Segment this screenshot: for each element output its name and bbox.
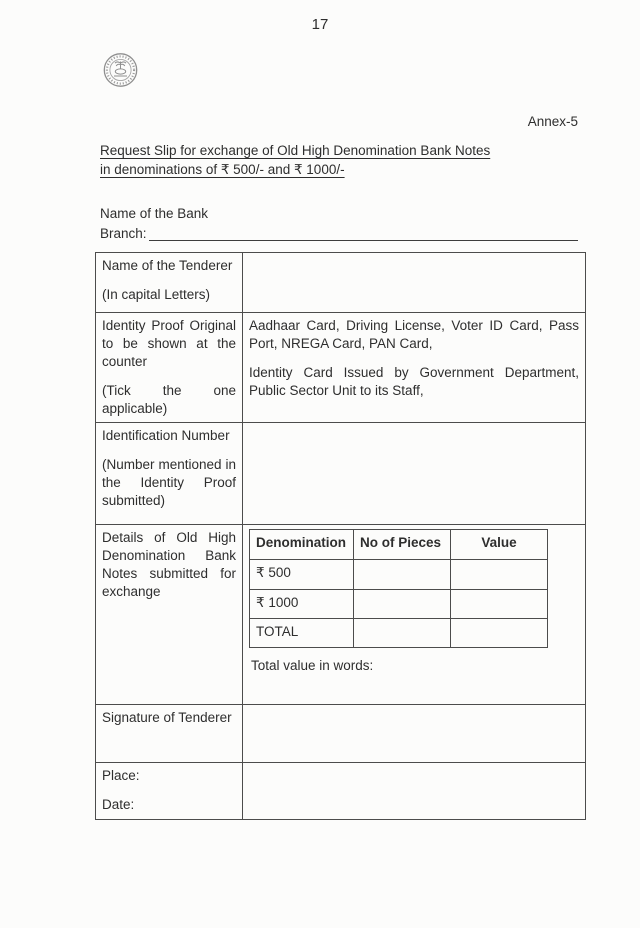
denomination-total-value-cell bbox=[451, 619, 548, 648]
identity-proof-options-2: Identity Card Issued by Government Department, Public Sector Unit to its Staff, bbox=[249, 365, 579, 398]
bank-name-label: Name of the Bank bbox=[100, 206, 209, 221]
denomination-row-total bbox=[250, 619, 548, 648]
denomination-row-500 bbox=[250, 560, 548, 590]
denomination-row-1000 bbox=[250, 590, 548, 619]
identity-proof-value-cell bbox=[243, 313, 586, 423]
identification-label-cell bbox=[96, 423, 243, 525]
tenderer-sublabel: (In capital Letters) bbox=[102, 287, 211, 302]
place-date-value-cell bbox=[243, 763, 586, 820]
identity-proof-sublabel: (Tick the one applicable) bbox=[102, 383, 236, 416]
tenderer-row bbox=[96, 253, 586, 313]
denomination-1000-value-cell bbox=[451, 590, 548, 619]
pieces-header: No of Pieces bbox=[354, 530, 451, 560]
branch-label: Branch: bbox=[100, 226, 147, 241]
identification-label: Identification Number bbox=[102, 428, 230, 443]
denomination-500-value-cell bbox=[451, 560, 548, 590]
page-number: 17 bbox=[311, 16, 329, 33]
request-form-table bbox=[95, 252, 586, 820]
denomination-500-label: ₹ 500 bbox=[250, 560, 354, 590]
branch-fill-line bbox=[149, 225, 578, 241]
details-value-cell bbox=[243, 525, 586, 705]
identification-sublabel: (Number mentioned in the Identity Proof submitted) bbox=[102, 457, 236, 508]
denomination-1000-label: ₹ 1000 bbox=[250, 590, 354, 619]
identification-value-cell bbox=[243, 423, 586, 525]
signature-row bbox=[96, 705, 586, 763]
value-header: Value bbox=[451, 530, 548, 560]
identity-proof-row bbox=[96, 313, 586, 423]
denomination-1000-pieces-cell bbox=[354, 590, 451, 619]
identity-proof-options-1: Aadhaar Card, Driving License, Voter ID Card, Pass Port, NREGA Card, PAN Card, bbox=[249, 318, 579, 351]
signature-value-cell bbox=[243, 705, 586, 763]
bank-branch-block bbox=[100, 205, 578, 243]
denomination-table bbox=[249, 529, 548, 648]
place-label: Place: bbox=[102, 768, 140, 783]
denomination-total-pieces-cell bbox=[354, 619, 451, 648]
tenderer-value-cell bbox=[243, 253, 586, 313]
place-date-label-cell bbox=[96, 763, 243, 820]
signature-label-cell bbox=[96, 705, 243, 763]
date-label: Date: bbox=[102, 797, 135, 812]
details-label: Details of Old High Denomination Bank Notes submitted for exchange bbox=[102, 530, 236, 599]
form-title-line2: in denominations of ₹ 500/- and ₹ 1000/- bbox=[100, 162, 345, 177]
denomination-header-row bbox=[250, 530, 548, 560]
tenderer-label: Name of the Tenderer bbox=[102, 258, 233, 273]
annex-label: Annex-5 bbox=[527, 114, 578, 129]
details-label-cell bbox=[96, 525, 243, 705]
total-value-in-words-label: Total value in words: bbox=[251, 658, 374, 673]
form-title-line1: Request Slip for exchange of Old High Denomination Bank Notes bbox=[100, 143, 491, 158]
denomination-header: Denomination bbox=[250, 530, 354, 560]
denomination-500-pieces-cell bbox=[354, 560, 451, 590]
denomination-total-label: TOTAL bbox=[250, 619, 354, 648]
place-date-row bbox=[96, 763, 586, 820]
tenderer-label-cell bbox=[96, 253, 243, 313]
form-title bbox=[100, 141, 605, 179]
details-row bbox=[96, 525, 586, 705]
identification-number-row bbox=[96, 423, 586, 525]
rbi-seal-icon bbox=[103, 52, 138, 93]
identity-proof-label-cell bbox=[96, 313, 243, 423]
identity-proof-label: Identity Proof Original to be shown at the counter bbox=[102, 318, 236, 369]
signature-label: Signature of Tenderer bbox=[102, 710, 232, 725]
